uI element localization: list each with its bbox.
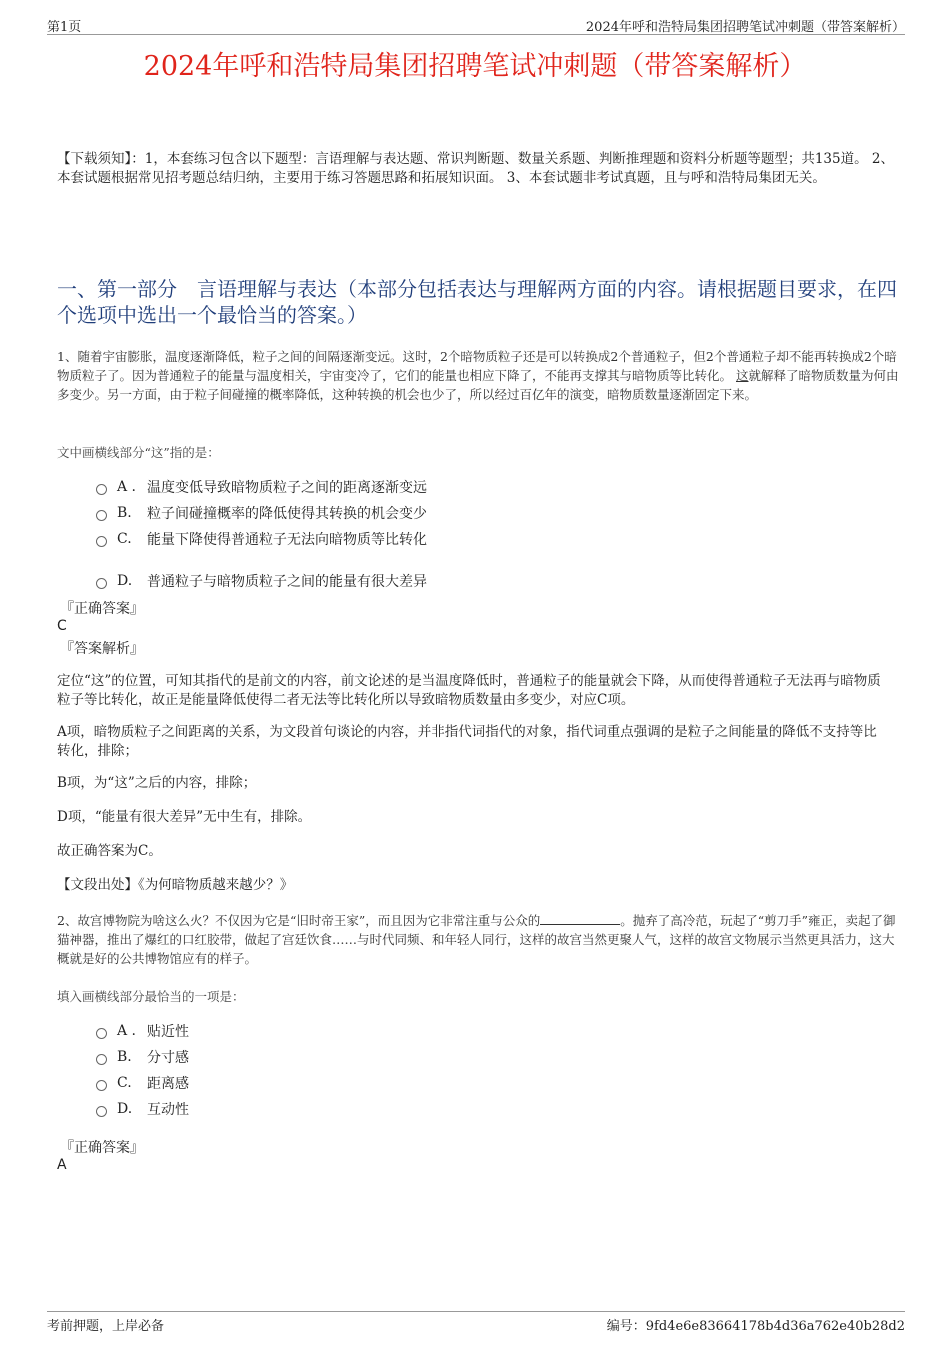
q1-option-a[interactable]: A . 温度变低导致暗物质粒子之间的距离逐渐变远 [96, 477, 427, 497]
question-1-prompt: 文中画横线部分“这”指的是： [57, 445, 220, 460]
q2-option-d[interactable]: D. 互动性 [96, 1099, 189, 1119]
q1-analysis-1: 定位“这”的位置，可知其指代的是前文的内容，前文论述的是当温度降低时，普通粒子的能量就会下降，从而使得普通粒子无法再与暗物质粒子等比转化，故正是能量降低使得二者无法等比转化所以导致暗物质数量由多变少，对应C项。 [57, 673, 881, 708]
q1-analysis-4: D项，“能量有很大差异”无中生有，排除。 [57, 809, 312, 825]
q1-analysis-label: 『答案解析』 [60, 641, 144, 657]
radio-icon[interactable] [96, 484, 107, 495]
question-1-text: 1、随着宇宙膨胀，温度逐渐降低，粒子之间的间隔逐渐变远。这时，2个暗物质粒子还是可以转换成2个普通粒子，但2个普通粒子却不能再转换成2个暗物质粒子了。因为普通粒子的能量与温度相关，宇宙变冷了，它们的能量也相应下降了，不能再支撑其与暗物质等比转化。 这就解释了暗物质数量为何由多变少。另一方面，由于粒子间碰撞的概率降低，这种转换的机会也少了，所以经过百亿年的演变，暗物质数量逐渐固定下来。 [57, 349, 899, 402]
radio-icon[interactable] [96, 510, 107, 521]
radio-icon[interactable] [96, 1054, 107, 1065]
q1-analysis-2: A项，暗物质粒子之间距离的关系，为文段首句谈论的内容，并非指代词指代的对象，指代词重点强调的是粒子之间能量的降低不支持等比转化，排除； [57, 724, 877, 759]
answer-blank [540, 912, 620, 925]
question-2-text: 2、故宫博物院为啥这么火？不仅因为它是“旧时帝王家”，而且因为它非常注重与公众的 。抛弃了高冷范，玩起了“剪刀手”雍正，卖起了御猫神器，推出了爆红的口红胶带，做起了宫廷饮食……与时代同频、和年轻人同行，这样的故宫当然更聚人气，这样的故宫文物展示当然更具活力，这大概就是好的公共博物馆应有的样子。 [57, 913, 896, 966]
doc-title: 2024年呼和浩特局集团招聘笔试冲刺题（带答案解析） [143, 51, 807, 82]
q2-option-b[interactable]: B. 分寸感 [96, 1047, 189, 1067]
q2-answer-label: 『正确答案』 [60, 1140, 144, 1156]
question-2-prompt: 填入画横线部分最恰当的一项是： [57, 989, 245, 1004]
q1-answer-label: 『正确答案』 [60, 601, 144, 617]
radio-icon[interactable] [96, 578, 107, 589]
section-title: 一、第一部分 言语理解与表达（本部分包括表达与理解两方面的内容。请根据题目要求，在四个选项中选出一个最恰当的答案。） [57, 277, 897, 327]
q2-option-c[interactable]: C. 距离感 [96, 1073, 189, 1093]
radio-icon[interactable] [96, 1028, 107, 1039]
q1-analysis-5: 故正确答案为C。 [57, 843, 162, 859]
footer-doc-id: 编号：9fd4e6e83664178b4d36a762e40b28d2 [606, 1319, 905, 1334]
radio-icon[interactable] [96, 536, 107, 547]
footer-slogan: 考前押题，上岸必备 [47, 1319, 165, 1334]
q1-answer: C [57, 618, 67, 634]
page-number: 第1页 [47, 20, 82, 35]
download-notice: 【下载须知】：1，本套练习包含以下题型：言语理解与表达题、常识判断题、数量关系题、判断推理题和资料分析题等题型；共135道。 2、本套试题根据常见招考题总结归纳，主要用于练习答题思路和拓展知识面。 3、本套试题非考试真题，且与呼和浩特局集团无关。 [57, 151, 894, 186]
q2-answer: A [57, 1157, 67, 1173]
radio-icon[interactable] [96, 1080, 107, 1091]
underlined-word: 这 [736, 368, 749, 383]
q1-option-d[interactable]: D. 普通粒子与暗物质粒子之间的能量有很大差异 [96, 571, 427, 591]
q1-analysis-3: B项，为“这”之后的内容，排除； [57, 775, 257, 791]
header-doc-title: 2024年呼和浩特局集团招聘笔试冲刺题（带答案解析） [585, 20, 905, 35]
q1-option-b[interactable]: B. 粒子间碰撞概率的降低使得其转换的机会变少 [96, 503, 427, 523]
q1-source: 【文段出处】《为何暗物质越来越少？》 [57, 877, 294, 893]
page-footer [47, 1311, 905, 1334]
page-header [47, 14, 905, 35]
radio-icon[interactable] [96, 1106, 107, 1117]
q2-option-a[interactable]: A . 贴近性 [96, 1021, 189, 1041]
q1-option-c[interactable]: C. 能量下降使得普通粒子无法向暗物质等比转化 [96, 529, 427, 549]
